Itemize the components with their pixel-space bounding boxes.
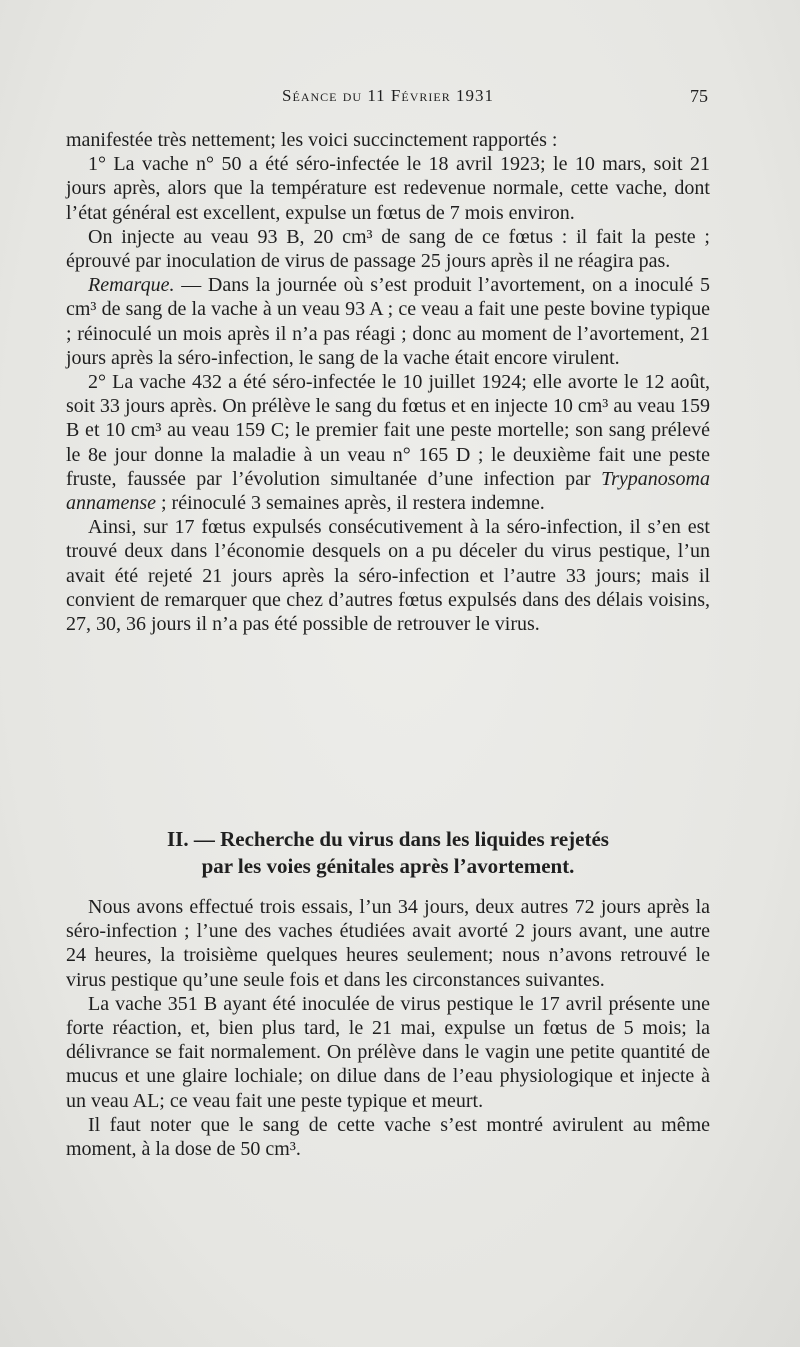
page-number: 75	[690, 86, 708, 106]
paragraph-note: Il faut noter que le sang de cette vache s’est montré avirulent au même moment, à la dose de 50 cm³.	[66, 1113, 710, 1161]
section-heading	[66, 826, 710, 880]
case-2-text-b: ; réinoculé 3 semaines après, il restera indemne.	[155, 492, 545, 515]
paragraph-continued: manifestée très nettement; les voici succinctement rapportés :	[66, 129, 558, 151]
paragraph-summary: Ainsi, sur 17 fœtus expulsés consécutivement à la séro-infection, il s’en est trouvé deux dans l’économie desquels on a pu déceler du virus pestique, l’un avait été rejeté 21 jours après la séro-infection et l’autre 33 jours; mais il convient de remarquer que chez d’autres fœtus expulsés dans des délais voisins, 27, 30, 36 jours il n’a pas été possible de retrouver le virus.	[66, 516, 710, 636]
section-heading-line-2: par les voies génitales après l’avortement.	[201, 854, 575, 878]
paragraph-case-2	[66, 370, 710, 515]
trypanosoma-name: Trypanosoma annamense	[66, 467, 710, 515]
remarque-label: Remarque.	[88, 274, 175, 297]
running-title: Séance du 11 Février 1931	[282, 86, 494, 105]
page-header	[66, 86, 710, 112]
paragraph-vache-351b: La vache 351 B ayant été inoculée de virus pestique le 17 avril présente une forte réaction, et, bien plus tard, le 21 mai, expulse un fœtus de 5 mois; la délivrance se fait normalement. On prélève dans le vagin une petite quantité de mucus et une glaire lochiale; on dilue dans de l’eau physiologique et injecte à un veau AL; ce veau fait une peste typique et meurt.	[66, 992, 710, 1112]
case-2-text-a: 2° La vache 432 a été séro-infectée le 10 juillet 1924; elle avorte le 12 août, soit 33 jours après. On prélève le sang du fœtus et en injecte 10 cm³ au veau 159 B et 10 cm³ au veau 159 C; le premier fait une peste mortelle; son sang prélevé le 8e jour donne la maladie à un veau n° 165 D ; le deuxième fait une peste fruste, faussée par l’évolution simultanée d’une infection par	[66, 371, 710, 490]
paragraph-remarque	[66, 273, 710, 370]
section-heading-line-1: II. — Recherche du virus dans les liquides rejetés	[167, 827, 609, 851]
text-block-upper	[66, 128, 710, 636]
remarque-text: — Dans la journée où s’est produit l’avortement, on a inoculé 5 cm³ de sang de la vache à un veau 93 A ; ce veau a fait une peste bovine typique ; réinoculé un mois après il n’a pas réagi ; donc au moment de l’avortement, 21 jours après la séro-infection, le sang de la vache était encore virulent.	[66, 274, 710, 369]
paragraph-essais: Nous avons effectué trois essais, l’un 34 jours, deux autres 72 jours après la séro-infection ; l’une des vaches étudiées avait avorté 2 jours avant, une autre 24 heures, la troisième quelques heures seulement; nous n’avons retrouvé le virus pestique qu’une seule fois et dans les circonstances suivantes.	[66, 896, 710, 991]
paragraph-injection: On injecte au veau 93 B, 20 cm³ de sang de ce fœtus : il fait la peste ; éprouvé par inoculation de virus de passage 25 jours après il ne réagira pas.	[66, 225, 710, 273]
text-block-lower	[66, 895, 710, 1161]
paragraph-case-1: 1° La vache n° 50 a été séro-infectée le 18 avril 1923; le 10 mars, soit 21 jours après, alors que la température est redevenue normale, cette vache, dont l’état général est excellent, expulse un fœtus de 7 mois environ.	[66, 153, 710, 224]
